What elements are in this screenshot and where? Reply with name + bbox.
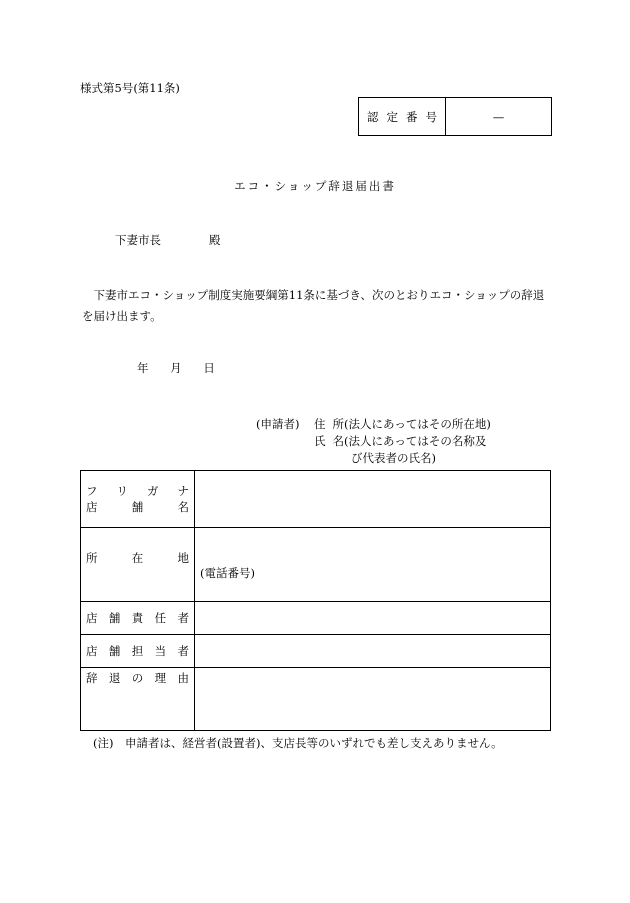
date-year: 年 <box>137 361 149 375</box>
date-month: 月 <box>170 361 182 375</box>
reason-label: 辞 退 の 理 由 <box>86 671 189 685</box>
date-day: 日 <box>203 361 215 375</box>
reason-field[interactable] <box>195 668 551 731</box>
phone-label: (電話番号) <box>200 565 255 580</box>
document-title: エコ・ショップ辞退届出書 <box>234 179 396 193</box>
body-text: 下妻市エコ・ショップ制度実施要綱第11条に基づき、次のとおりエコ・ショップの辞退を届け出ます。 <box>82 288 545 323</box>
furigana-label: フ リ ガ ナ <box>86 484 189 498</box>
certification-number-label: 認 定 番 号 <box>359 98 446 135</box>
applicant-block <box>256 416 491 467</box>
addressee-name: 下妻市長 <box>115 233 161 247</box>
shop-name-label: 店 舗 名 <box>86 500 189 514</box>
location-field[interactable] <box>195 528 551 602</box>
address-key: 住 所 <box>314 417 344 431</box>
manager-label: 店 舗 責 任 者 <box>86 611 189 625</box>
reason-header <box>81 668 195 731</box>
location-header <box>81 528 195 602</box>
certification-number-box <box>358 97 552 136</box>
certification-number-value: — <box>492 109 505 124</box>
addressee <box>115 232 221 248</box>
contact-header <box>81 635 195 668</box>
address-hint: (法人にあってはその所在地) <box>344 417 491 431</box>
addressee-honorific: 殿 <box>209 233 221 247</box>
contact-field[interactable] <box>195 635 551 668</box>
applicant-label: (申請者) <box>256 417 300 431</box>
manager-field[interactable] <box>195 602 551 635</box>
location-label: 所 在 地 <box>86 550 189 565</box>
shop-info-table <box>80 470 551 731</box>
shop-name-field[interactable] <box>195 471 551 528</box>
name-hint: (法人にあってはその名称及 <box>344 434 487 448</box>
contact-label: 店 舗 担 当 者 <box>86 644 189 658</box>
name-key: 氏 名 <box>314 434 344 448</box>
date-line <box>137 360 215 376</box>
footnote: (注) 申請者は、経営者(設置者)、支店長等のいずれでも差し支えありません。 <box>93 736 503 750</box>
form-number: 様式第5号(第11条) <box>80 81 180 95</box>
manager-header <box>81 602 195 635</box>
name-hint-cont: び代表者の氏名) <box>351 451 436 465</box>
shop-name-header <box>81 471 195 528</box>
